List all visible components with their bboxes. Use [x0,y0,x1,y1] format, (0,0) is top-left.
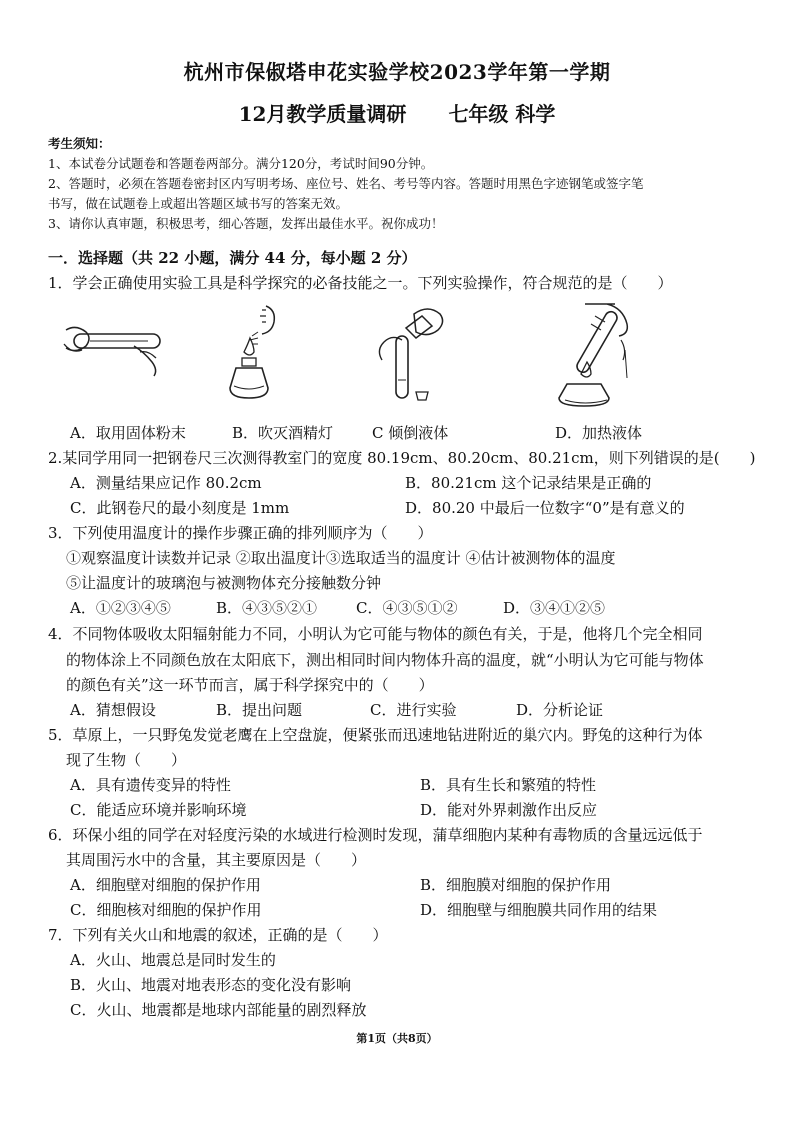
q4-option-d: D．分析论证 [516,701,604,719]
question-6-line2: 其周围污水中的含量，其主要原因是（ ） [66,851,367,869]
figure-pour-liquid [372,300,452,412]
section-heading: 一．选择题（共 22 小题，满分 44 分，每小题 2 分） [48,249,417,267]
q1-option-c: C 倾倒液体 [372,424,449,442]
q5-option-c: C．能适应环境并影响环境 [70,801,247,819]
exam-notice [48,134,768,234]
q3-option-a: A．①②③④⑤ [70,599,171,617]
question-7-stem: 7．下列有关火山和地震的叙述，正确的是（ ） [48,926,388,944]
question-3-steps-a: ①观察温度计读数并记录 ②取出温度计③选取适当的温度计 ④估计被测物体的温度 [66,549,616,567]
q4-option-a: A．猜想假设 [70,701,156,719]
notice-item: 2、答题时，必须在答题卷密封区内写明考场、座位号、姓名、考号等内容。答题时用黑色字迹钢笔或签字笔 [48,176,644,191]
question-6-line1: 6．环保小组的同学在对轻度污染的水域进行检测时发现，蒲草细胞内某种有毒物质的含量远远低于 [48,826,703,844]
notice-item: 书写，做在试题卷上或超出答题区域书写的答案无效。 [48,196,349,211]
subtitle-right: 七年级 科学 [448,102,556,126]
q5-option-a: A．具有遗传变异的特性 [70,776,231,794]
page-footer: 第1页（共8页） [356,1032,438,1045]
question-4-line3: 的颜色有关”这一环节而言，属于科学探究中的（ ） [66,676,434,694]
q3-option-b: B．④③⑤②① [216,599,318,617]
exam-subtitle [0,98,794,127]
notice-heading: 考生须知： [48,136,111,151]
question-5-line2: 现了生物（ ） [66,751,187,769]
q5-option-b: B．具有生长和繁殖的特性 [420,776,597,794]
q2-option-b: B．80.21cm 这个记录结果是正确的 [405,474,652,492]
q3-option-d: D．③④①②⑤ [503,599,606,617]
notice-item: 1、本试卷分试题卷和答题卷两部分。满分120分，考试时间90分钟。 [48,156,434,171]
q7-option-b: B．火山、地震对地表形态的变化没有影响 [70,976,352,994]
figure-solid-powder [60,300,170,412]
q2-option-d: D．80.20 中最后一位数字“0”是有意义的 [405,499,685,517]
figure-alcohol-lamp-blow [222,300,292,412]
q1-option-b: B．吹灭酒精灯 [232,424,334,442]
figure-heat-liquid [545,300,645,412]
q1-option-d: D．加热液体 [555,424,643,442]
question-4-line2: 的物体涂上不同颜色放在太阳底下，测出相同时间内物体升高的温度，就“小明认为它可能与物体 [66,651,704,669]
question-3-steps-b: ⑤让温度计的玻璃泡与被测物体充分接触数分钟 [66,574,382,592]
q6-option-a: A．细胞壁对细胞的保护作用 [70,876,261,894]
question-4-line1: 4．不同物体吸收太阳辐射能力不同，小明认为它可能与物体的颜色有关，于是，他将几个完全相同 [48,625,703,643]
q4-option-c: C．进行实验 [370,701,457,719]
question-3-stem: 3．下列使用温度计的操作步骤正确的排列顺序为（ ） [48,524,433,542]
q2-option-c: C．此钢卷尺的最小刻度是 1mm [70,499,290,517]
subtitle-left: 12月教学质量调研 [238,102,407,126]
q4-option-b: B．提出问题 [216,701,303,719]
q1-option-a: A．取用固体粉末 [70,424,186,442]
q6-option-c: C．细胞核对细胞的保护作用 [70,901,262,919]
question-2-stem: 2.某同学用同一把钢卷尺三次测得教室门的宽度 80.19cm、80.20cm、80.21cm，则下列错误的是( ) [48,449,756,467]
q5-option-d: D．能对外界刺激作出反应 [420,801,598,819]
question-5-line1: 5．草原上，一只野兔发觉老鹰在上空盘旋，便紧张而迅速地钻进附近的巢穴内。野兔的这种行为体 [48,726,703,744]
q7-option-c: C．火山、地震都是地球内部能量的剧烈释放 [70,1001,367,1019]
question-1-stem: 1．学会正确使用实验工具是科学探究的必备技能之一。下列实验操作，符合规范的是（ ） [48,274,673,292]
q2-option-a: A．测量结果应记作 80.2cm [70,474,262,492]
notice-item: 3、请你认真审题，积极思考，细心答题，发挥出最佳水平。祝你成功！ [48,216,444,231]
q7-option-a: A．火山、地震总是同时发生的 [70,951,276,969]
q3-option-c: C．④③⑤①② [356,599,458,617]
q6-option-b: B．细胞膜对细胞的保护作用 [420,876,612,894]
exam-title: 杭州市保俶塔申花实验学校2023学年第一学期 [183,60,611,84]
q6-option-d: D．细胞壁与细胞膜共同作用的结果 [420,901,658,919]
